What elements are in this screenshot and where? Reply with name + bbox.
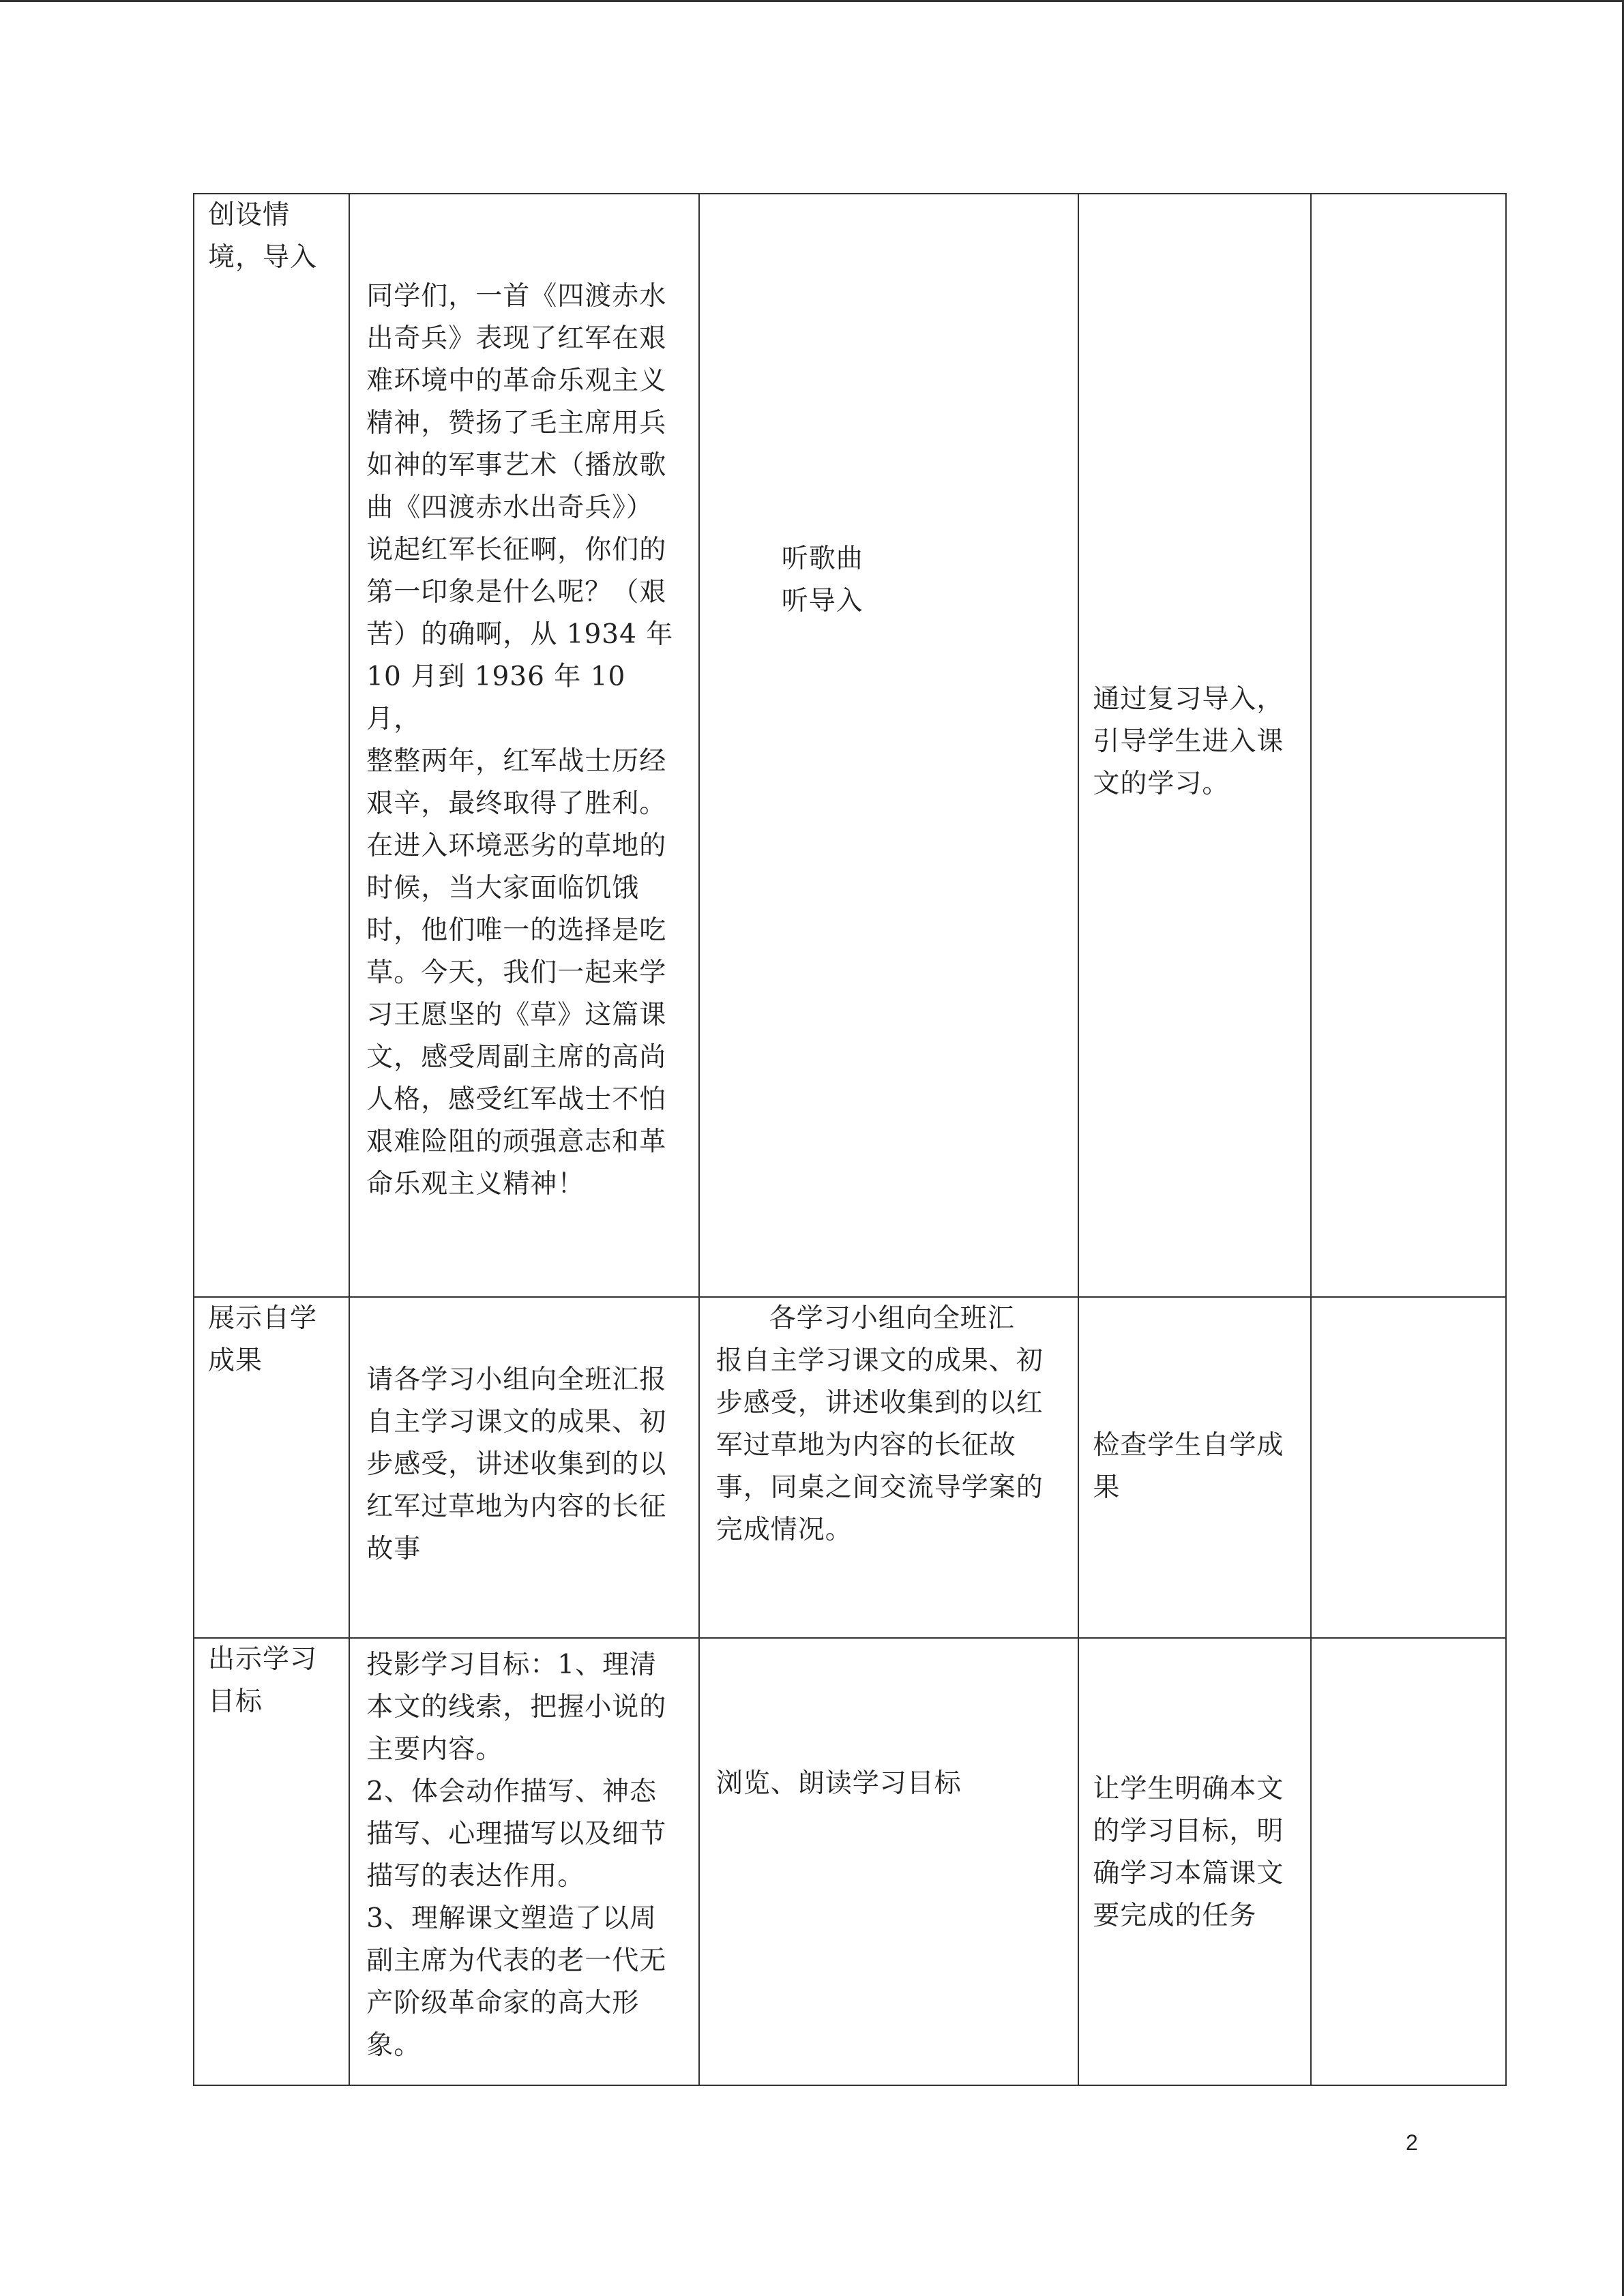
table-row-intro bbox=[194, 194, 1506, 1297]
teacher-activity-cell bbox=[349, 194, 699, 1297]
teacher-activity-text: 同学们，一首《四渡赤水 出奇兵》表现了红军在艰 难环境中的革命乐观主义 精神，赞扬了毛主席用兵 如神的军事艺术（播放歌 曲《四渡赤水出奇兵》） 说起红军长征啊，你们的 第一印象是什么呢？（艰 苦）的确啊，从 1934 年 10 月到 1936 年 10 月， 整整两年，红军战士历经 艰辛，最终取得了胜利。 在进入环境恶劣的草地的 时候，当大家面临饥饿 时，他们唯一的选择是吃 草。今天，我们一起来学 习王愿坚的《草》这篇课 文，感受周副主席的高尚 人格，感受红军战士不怕 艰难险阻的顽强意志和革 命乐观主义精神！ bbox=[366, 281, 674, 1199]
stage-text: 创设情 境，导入 bbox=[208, 200, 318, 273]
notes-cell bbox=[1311, 1297, 1506, 1638]
lesson-plan-table bbox=[193, 193, 1507, 2086]
student-activity-cell bbox=[699, 1297, 1079, 1638]
design-intent-cell bbox=[1078, 194, 1310, 1297]
table-row-self-study bbox=[194, 1297, 1506, 1638]
teacher-activity-cell bbox=[349, 1638, 699, 2085]
design-intent-cell bbox=[1078, 1297, 1310, 1638]
stage-cell bbox=[194, 1297, 349, 1638]
teacher-activity-cell bbox=[349, 1297, 699, 1638]
notes-cell bbox=[1311, 194, 1506, 1297]
design-intent-text: 让学生明确本文 的学习目标，明 确学习本篇课文 要完成的任务 bbox=[1093, 1774, 1284, 1931]
table-row-objectives bbox=[194, 1638, 1506, 2085]
stage-cell bbox=[194, 1638, 349, 2085]
stage-text: 展示自学 成果 bbox=[208, 1303, 318, 1376]
student-activity-text: 浏览、朗读学习目标 bbox=[715, 1768, 962, 1799]
student-activity-cell bbox=[699, 194, 1079, 1297]
stage-text: 出示学习 目标 bbox=[208, 1644, 318, 1717]
design-intent-text: 通过复习导入， 引导学生进入课 文的学习。 bbox=[1093, 684, 1284, 799]
design-intent-cell bbox=[1078, 1638, 1310, 2085]
student-activity-cell bbox=[699, 1638, 1079, 2085]
notes-cell bbox=[1311, 1638, 1506, 2085]
stage-cell bbox=[194, 194, 349, 1297]
page-top-edge bbox=[0, 0, 1624, 2]
teacher-activity-text: 请各学习小组向全班汇报 自主学习课文的成果、初 步感受，讲述收集到的以 红军过草地为内容的长征 故事 bbox=[366, 1365, 667, 1564]
student-activity-text: 各学习小组向全班汇 报自主学习课文的成果、初 步感受，讲述收集到的以红 军过草地为内容的长征故 事，同桌之间交流导学案的 完成情况。 bbox=[715, 1303, 1044, 1545]
teacher-activity-text: 投影学习目标：1、理清 本文的线索，把握小说的 主要内容。 2、体会动作描写、神态 描写、心理描写以及细节 描写的表达作用。 3、理解课文塑造了以周 副主席为代表的老一代无 产阶级革命家的高大形 象。 bbox=[366, 1650, 667, 2061]
design-intent-text: 检查学生自学成 果 bbox=[1093, 1430, 1284, 1503]
page-number: 2 bbox=[1406, 2130, 1418, 2155]
student-activity-text: 听歌曲 听导入 bbox=[781, 543, 863, 616]
